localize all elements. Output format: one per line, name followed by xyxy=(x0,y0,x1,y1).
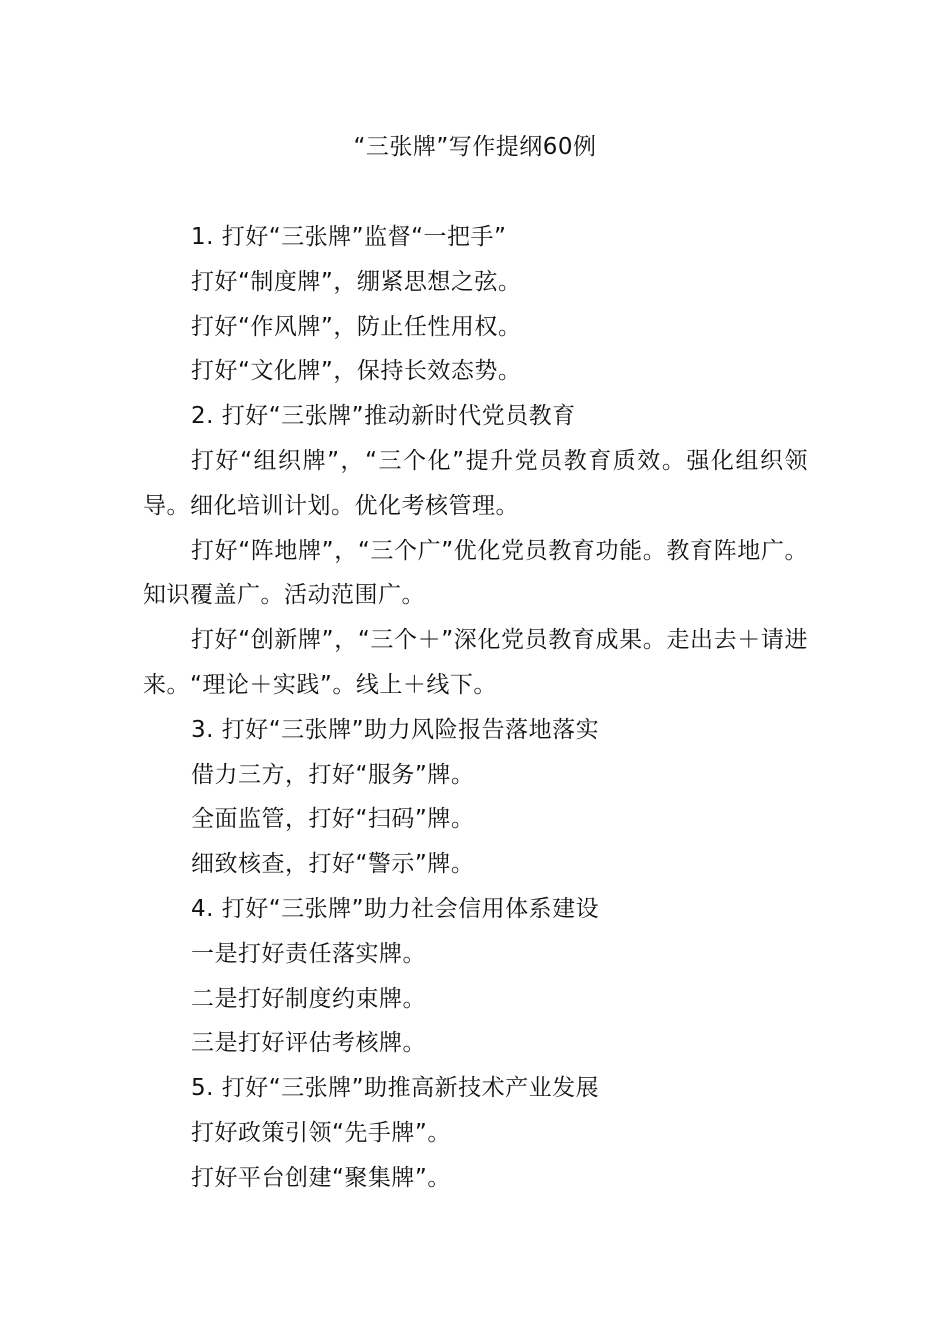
section-heading-4: 4. 打好“三张牌”助力社会信用体系建设 xyxy=(191,895,600,922)
paragraph: 打好“创新牌”，“三个＋”深化党员教育成果。走出去＋请进来。“理论＋实践”。线上＋线下。 xyxy=(143,627,808,698)
paragraph: 三是打好评估考核牌。 xyxy=(191,1030,426,1057)
paragraph: 打好“制度牌”，绷紧思想之弦。 xyxy=(191,268,522,295)
section-heading-2: 2. 打好“三张牌”推动新时代党员教育 xyxy=(191,403,576,430)
paragraph: 细致核查，打好“警示”牌。 xyxy=(191,851,475,878)
section-heading-1: 1. 打好“三张牌”监督“一把手” xyxy=(191,224,507,250)
paragraph: 打好“组织牌”，“三个化”提升党员教育质效。强化组织领导。细化培训计划。优化考核管理。 xyxy=(143,447,808,519)
paragraph: 打好“文化牌”，保持长效态势。 xyxy=(191,358,522,385)
paragraph: 一是打好责任落实牌。 xyxy=(191,940,426,967)
document-title: “三张牌”写作提纲60例 xyxy=(353,134,597,160)
section-heading-5: 5. 打好“三张牌”助推高新技术产业发展 xyxy=(191,1075,600,1102)
document-body xyxy=(143,215,808,1201)
paragraph: 全面监管，打好“扫码”牌。 xyxy=(191,806,475,833)
paragraph: 打好“作风牌”，防止任性用权。 xyxy=(191,313,522,340)
paragraph: 打好政策引领“先手牌”。 xyxy=(191,1119,451,1146)
section-heading-3: 3. 打好“三张牌”助力风险报告落地落实 xyxy=(191,716,600,743)
paragraph: 借力三方，打好“服务”牌。 xyxy=(191,761,475,788)
paragraph: 打好“阵地牌”，“三个广”优化党员教育功能。教育阵地广。知识覆盖广。活动范围广。 xyxy=(143,537,808,609)
paragraph: 二是打好制度约束牌。 xyxy=(191,985,426,1012)
paragraph: 打好平台创建“聚集牌”。 xyxy=(191,1164,451,1191)
